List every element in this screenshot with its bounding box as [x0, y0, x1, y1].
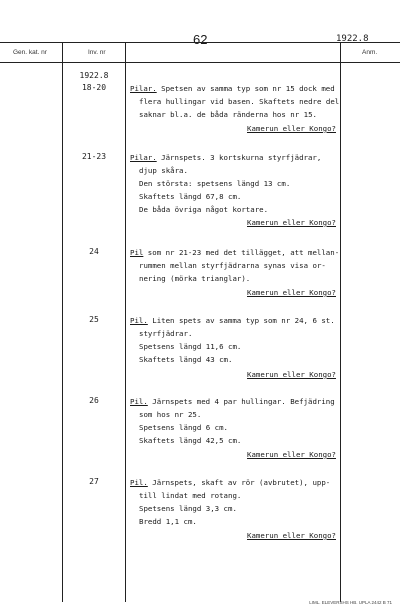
column-header-gen-kat-nr: Gen. kat. nr	[13, 49, 47, 56]
entry-name: Pil.	[130, 478, 148, 487]
entry-location: Kamerun eller Kongo?	[247, 124, 336, 133]
page-year: 1922.8	[336, 34, 369, 44]
page-number: 62	[193, 32, 208, 47]
entry-line: Skaftets längd 43 cm.	[139, 355, 233, 364]
entry-line: djup skåra.	[139, 166, 188, 175]
entry-first-text: Järnspets, skaft av rör (avbrutet), upp-	[147, 478, 331, 487]
entry-line: De båda övriga något kortare.	[139, 205, 269, 214]
entry-line: styrfjädrar.	[139, 329, 193, 338]
entry-inv-nr: 25	[89, 315, 99, 324]
column-rule-1	[62, 42, 63, 602]
entry-line: flera hullingar vid basen. Skaftets nedre del	[139, 97, 340, 106]
group-year: 1922.8	[79, 71, 109, 80]
column-rule-2	[125, 42, 126, 602]
entry-name: Pil.	[130, 316, 148, 325]
entry-line: saknar bl.a. de båda ränderna hos nr 15.	[139, 110, 317, 119]
entry-line: Spetsens längd 11,6 cm.	[139, 342, 242, 351]
entry-location: Kamerun eller Kongo?	[247, 288, 336, 297]
entry-line: Den största: spetsens längd 13 cm.	[139, 179, 291, 188]
entry-inv-nr: 18-20	[81, 83, 107, 92]
entry-line: rummen mellan styrfjädrarna synas visa or-	[139, 261, 326, 270]
entry-first-text: Spetsen av samma typ som nr 15 dock med	[156, 84, 335, 93]
entry-first-line	[130, 397, 335, 407]
entry-name: Pilar.	[130, 84, 157, 93]
printer-footer: LIML. ELEVERSHS HB. UPLA 2442 B 71	[309, 600, 392, 605]
entry-line: Spetsens längd 6 cm.	[139, 423, 228, 432]
entry-name: Pil.	[130, 397, 148, 406]
entry-inv-nr: 27	[89, 477, 99, 486]
column-rule-3	[340, 42, 341, 602]
entry-inv-nr: 21-23	[81, 152, 107, 161]
entry-line: Spetsens längd 3,3 cm.	[139, 504, 237, 513]
entry-line: Skaftets längd 67,8 cm.	[139, 192, 242, 201]
entry-line: nering (mörka trianglar).	[139, 274, 251, 283]
entry-name: Pil	[130, 248, 144, 257]
entry-location: Kamerun eller Kongo?	[247, 218, 336, 227]
entry-inv-nr: 26	[89, 396, 99, 405]
entry-first-text: Järnspets. 3 kortskurna styrfjädrar,	[156, 153, 322, 162]
entry-first-text: Liten spets av samma typ som nr 24, 6 st.	[147, 316, 335, 325]
entry-name: Pilar.	[130, 153, 157, 162]
column-header-anm: Anm.	[362, 49, 378, 56]
entry-first-line	[130, 84, 335, 94]
entry-first-text: Järnspets med 4 par hullingar. Befjädring	[147, 397, 335, 406]
entry-location: Kamerun eller Kongo?	[247, 370, 336, 379]
entry-first-line	[130, 316, 335, 326]
entry-line: till lindat med rotang.	[139, 491, 242, 500]
entry-first-text: som nr 21-23 med det tillägget, att mellan-	[143, 248, 340, 257]
entry-inv-nr: 24	[89, 247, 99, 256]
entry-first-line	[130, 248, 339, 258]
entry-location: Kamerun eller Kongo?	[247, 450, 336, 459]
column-header-inv-nr: Inv. nr	[88, 49, 106, 56]
entry-line: Bredd 1,1 cm.	[139, 517, 197, 526]
entry-first-line	[130, 153, 321, 163]
entry-location: Kamerun eller Kongo?	[247, 531, 336, 540]
entry-line: Skaftets längd 42,5 cm.	[139, 436, 242, 445]
entry-first-line	[130, 478, 330, 488]
entry-line: som hos nr 25.	[139, 410, 202, 419]
